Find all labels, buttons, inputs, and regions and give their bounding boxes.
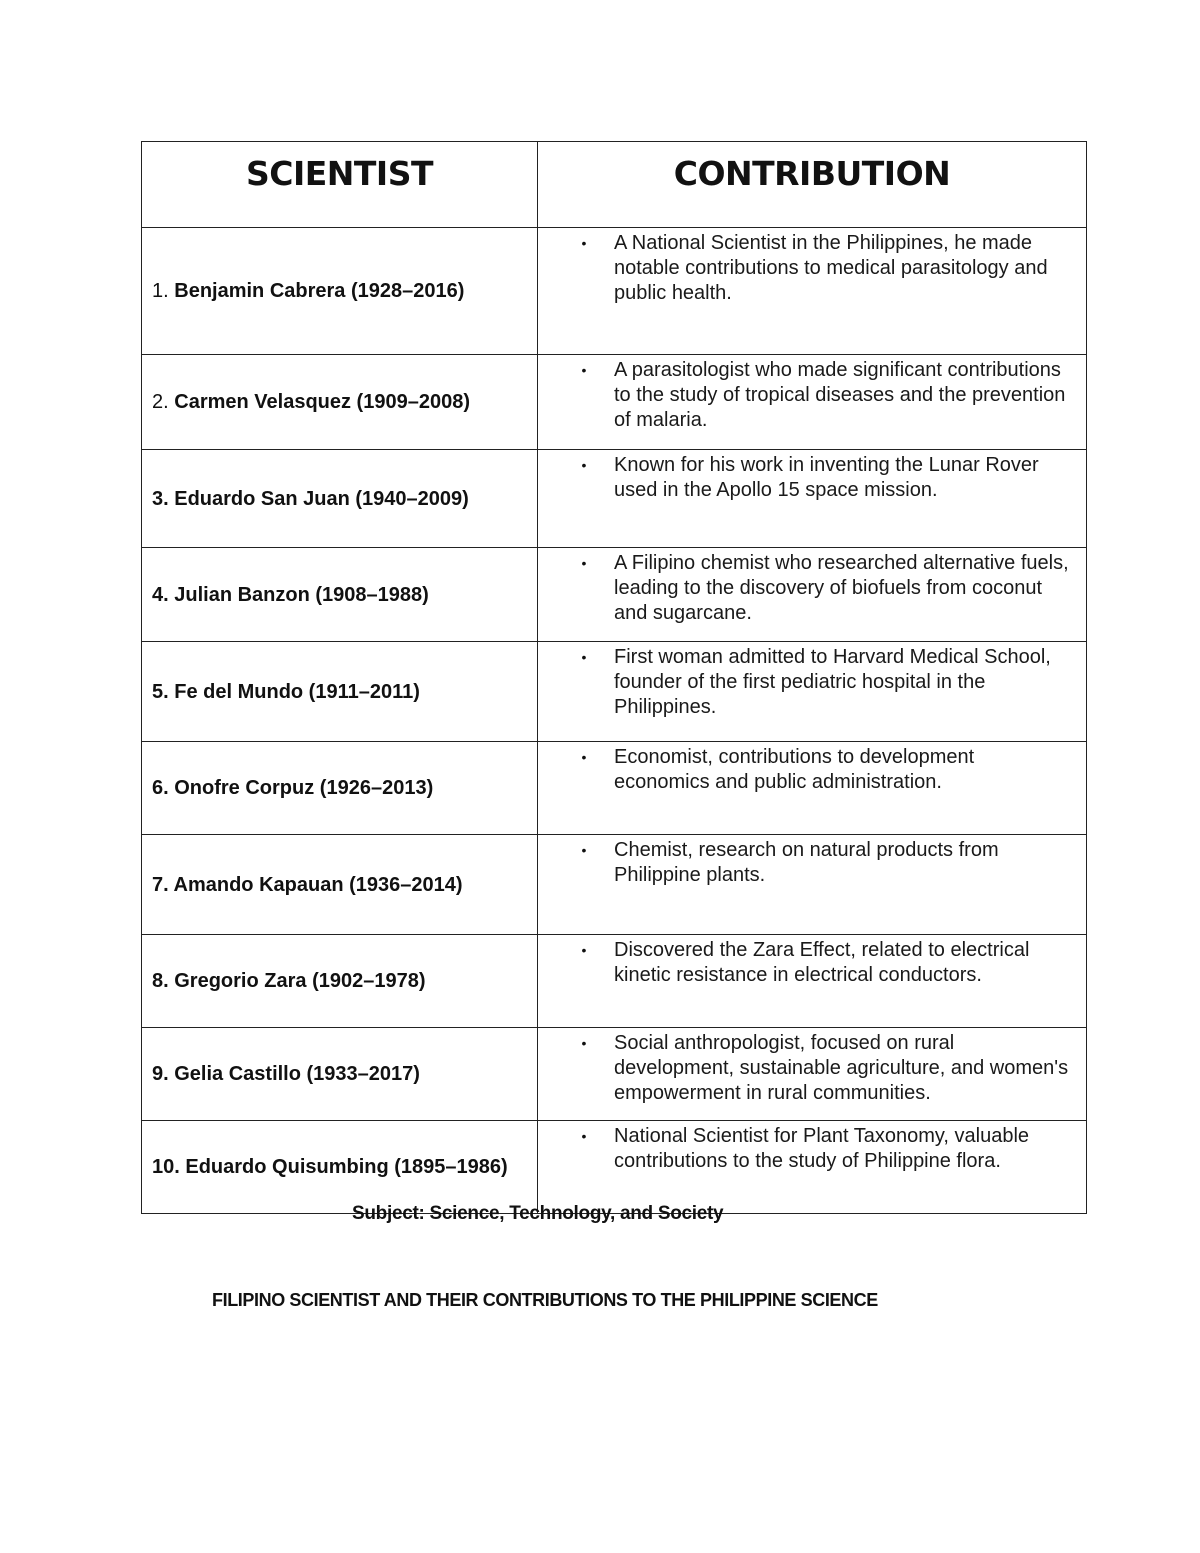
contribution-text: National Scientist for Plant Taxonomy, valuable contributions to the study of Philippine flora. — [614, 1125, 1030, 1172]
scientist-cell — [142, 742, 538, 835]
scientist-name: Carmen Velasquez (1909–2008) — [174, 391, 470, 413]
scientist-name: Julian Banzon (1908–1988) — [174, 583, 429, 606]
document-heading: FILIPINO SCIENTIST AND THEIR CONTRIBUTIONS TO THE PHILIPPINE SCIENCE — [212, 1290, 878, 1310]
row-number: 5. — [152, 680, 169, 703]
table-row — [142, 935, 1087, 1028]
row-number: 1. — [152, 280, 169, 302]
row-number: 4. — [152, 583, 169, 606]
contribution-cell — [538, 835, 1087, 935]
contribution-text: A parasitologist who made significant contributions to the study of tropical diseases and the prevention of malaria. — [614, 359, 1066, 431]
scientist-name: Fe del Mundo (1911–2011) — [174, 680, 420, 703]
table-row — [142, 548, 1087, 642]
scientist-cell — [142, 835, 538, 935]
bullet-icon: • — [581, 1035, 587, 1051]
subject-line: Subject: Science, Technology, and Society — [352, 1203, 724, 1224]
row-number: 6. — [152, 777, 169, 799]
scientist-cell — [142, 450, 538, 548]
bullet-icon: • — [581, 555, 587, 571]
bullet-icon: • — [581, 842, 587, 858]
table-row — [142, 1121, 1087, 1214]
scientist-cell — [142, 355, 538, 450]
scientist-name: Gelia Castillo (1933–2017) — [174, 1063, 420, 1085]
row-number: 2. — [152, 391, 169, 413]
table-header-row — [142, 142, 1087, 228]
scientist-cell — [142, 548, 538, 642]
contribution-cell — [538, 935, 1087, 1028]
table-row — [142, 835, 1087, 935]
bullet-icon: • — [581, 749, 587, 765]
scientist-cell — [142, 642, 538, 742]
contribution-text: Social anthropologist, focused on rural development, sustainable agriculture, and women's empowerment in rural communities. — [614, 1032, 1069, 1104]
scientist-cell — [142, 228, 538, 355]
table-row — [142, 742, 1087, 835]
table-row — [142, 355, 1087, 450]
contribution-text: Chemist, research on natural products from Philippine plants. — [614, 839, 999, 886]
header-contribution: CONTRIBUTION — [538, 142, 1087, 228]
contribution-cell — [538, 355, 1087, 450]
table-row — [142, 228, 1087, 355]
contribution-cell — [538, 228, 1087, 355]
header-scientist: SCIENTIST — [142, 142, 538, 228]
contribution-text: First woman admitted to Harvard Medical School, founder of the first pediatric hospital in the Philippines. — [614, 646, 1051, 718]
row-number: 10. — [152, 1156, 180, 1178]
contribution-text: Known for his work in inventing the Lunar Rover used in the Apollo 15 space mission. — [614, 454, 1039, 501]
scientist-cell — [142, 935, 538, 1028]
contribution-text: Discovered the Zara Effect, related to electrical kinetic resistance in electrical conductors. — [614, 939, 1030, 986]
scientist-contribution-table — [141, 141, 1087, 1214]
scientist-name: Eduardo San Juan (1940–2009) — [174, 487, 469, 510]
scientist-name: Amando Kapauan (1936–2014) — [173, 873, 463, 896]
bullet-icon: • — [581, 942, 587, 958]
bullet-icon: • — [581, 235, 587, 251]
scientist-name: Gregorio Zara (1902–1978) — [174, 970, 426, 992]
contribution-cell — [538, 450, 1087, 548]
contribution-text: Economist, contributions to development economics and public administration. — [614, 746, 975, 793]
scientist-name: Benjamin Cabrera (1928–2016) — [174, 280, 465, 302]
bullet-icon: • — [581, 1128, 587, 1144]
scientist-cell — [142, 1121, 538, 1214]
row-number: 7. — [152, 873, 169, 896]
table-row — [142, 450, 1087, 548]
bullet-icon: • — [581, 649, 587, 665]
contribution-text: A Filipino chemist who researched alternative fuels, leading to the discovery of biofuels from coconut and sugarcane. — [614, 552, 1069, 624]
contribution-cell — [538, 742, 1087, 835]
contribution-cell — [538, 1121, 1087, 1214]
bullet-icon: • — [581, 457, 587, 473]
scientist-name: Eduardo Quisumbing (1895–1986) — [185, 1156, 508, 1178]
row-number: 8. — [152, 970, 169, 992]
contribution-text: A National Scientist in the Philippines, he made notable contributions to medical parasitology and public health. — [614, 232, 1048, 304]
row-number: 3. — [152, 487, 169, 510]
table-row — [142, 642, 1087, 742]
scientist-name: Onofre Corpuz (1926–2013) — [174, 777, 434, 799]
contribution-cell — [538, 548, 1087, 642]
row-number: 9. — [152, 1063, 169, 1085]
contribution-cell — [538, 1028, 1087, 1121]
scientist-cell — [142, 1028, 538, 1121]
table-row — [142, 1028, 1087, 1121]
bullet-icon: • — [581, 362, 587, 378]
contribution-cell — [538, 642, 1087, 742]
